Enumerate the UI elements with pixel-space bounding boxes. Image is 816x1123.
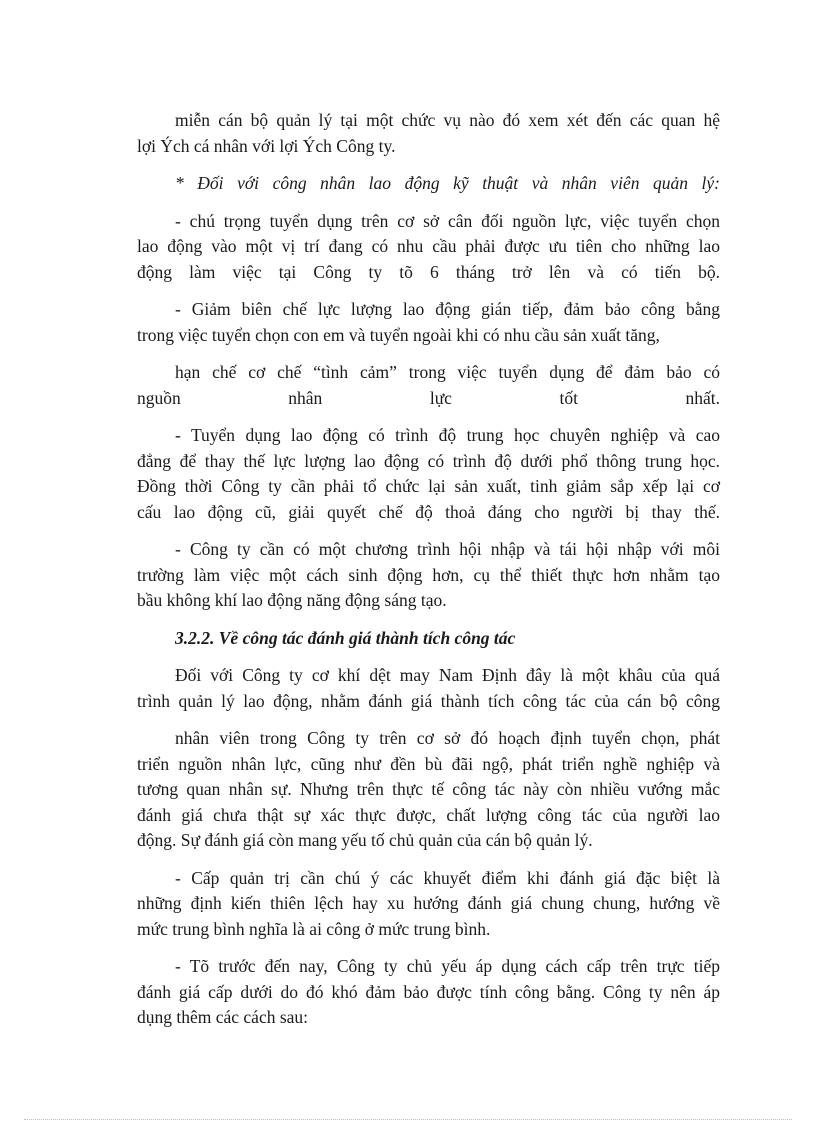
- paragraph-3: [137, 209, 720, 286]
- text-line: - Tuyển dụng lao động có trình độ trung học chuyên nghiệp và cao: [175, 425, 720, 445]
- text-line: cấu lao động cũ, giải quyết chế độ thoả đáng cho người bị thay thế.: [137, 501, 720, 522]
- text-line: đánh giá cấp dưới do đó khó đảm bảo được tính công bằng. Công ty nên áp: [137, 981, 720, 1002]
- paragraph-1: [137, 108, 720, 159]
- text-line: nhân viên trong Công ty trên cơ sở đó hoạch định tuyển chọn, phát: [175, 728, 720, 748]
- text-line: nguồn nhân lực tốt nhất.: [137, 387, 720, 408]
- text-line: lợi Ých cá nhân với lợi Ých Công ty.: [137, 135, 396, 156]
- text-line: động làm việc tại Công ty tõ 6 tháng trở lên và có tiến bộ.: [137, 261, 720, 282]
- paragraph-8: [137, 663, 720, 714]
- paragraph-7: [137, 537, 720, 614]
- text-line: đẳng để thay thế lực lượng lao động có trình độ dưới phổ thông trung học.: [137, 450, 720, 471]
- text-line: miễn cán bộ quản lý tại một chức vụ nào đó xem xét đến các quan hệ: [175, 110, 720, 130]
- text-line: bầu không khí lao động năng động sáng tạo.: [137, 590, 447, 610]
- text-line: mức trung bình nghĩa là ai công ở mức trung bình.: [137, 918, 491, 939]
- text-line: dụng thêm các cách sau:: [137, 1007, 309, 1027]
- page-bottom-divider: [24, 1119, 792, 1120]
- paragraph-6: [137, 423, 720, 525]
- text-line: tương quan nhân sự. Nhưng trên thực tế công tác này còn nhiều vướng mắc: [137, 779, 720, 799]
- section-title: 3.2.2. Về công tác đánh giá thành tích công tác: [175, 627, 516, 648]
- text-line: - chú trọng tuyển dụng trên cơ sở cân đối nguồn lực, việc tuyển chọn: [175, 210, 720, 231]
- paragraph-11: [137, 954, 720, 1031]
- text-line: Đối với Công ty cơ khí dệt may Nam Định đây là một khâu của quá: [175, 665, 720, 685]
- text-line: triển nguồn nhân lực, cũng như đền bù đãi ngộ, phát triển nghề nghiệp và: [137, 753, 720, 774]
- text-line: * Đối với công nhân lao động kỹ thuật và nhân viên quản lý:: [175, 173, 720, 193]
- paragraph-5: [137, 360, 720, 411]
- paragraph-10: [137, 866, 720, 943]
- section-heading: [137, 626, 720, 652]
- text-line: - Công ty cần có một chương trình hội nhập và tái hội nhập với môi: [175, 539, 720, 559]
- document-body: [137, 108, 720, 1043]
- text-line: những định kiến thiên lệch hay xu hướng đánh giá chung chung, hướng về: [137, 893, 720, 913]
- paragraph-9: [137, 726, 720, 854]
- text-line: trong việc tuyển chọn con em và tuyển ngoài khi có nhu cầu sản xuất tăng,: [137, 324, 660, 345]
- text-line: lao động vào một vị trí đang có nhu cầu phải được ưu tiên cho những lao: [137, 236, 720, 256]
- paragraph-4: [137, 297, 720, 348]
- text-line: Đồng thời Công ty cần phải tổ chức lại sản xuất, tinh giảm sắp xếp lại cơ: [137, 476, 720, 496]
- text-line: - Cấp quản trị cần chú ý các khuyết điểm khi đánh giá đặc biệt là: [175, 867, 720, 888]
- text-line: đánh giá chưa thật sự xác thực được, chất lượng công tác của người lao: [137, 804, 720, 825]
- text-line: hạn chế cơ chế “tình cảm” trong việc tuyển dụng để đảm bảo có: [175, 362, 720, 382]
- text-line: động. Sự đánh giá còn mang yếu tố chủ quản của cán bộ quản lý.: [137, 830, 593, 850]
- text-line: - Giảm biên chế lực lượng lao động gián tiếp, đảm bảo công bằng: [175, 299, 720, 319]
- text-line: - Tõ trước đến nay, Công ty chủ yếu áp dụng cách cấp trên trực tiếp: [175, 956, 720, 976]
- text-line: trình quản lý lao động, nhằm đánh giá thành tích công tác của cán bộ công: [137, 690, 720, 711]
- text-line: trường làm việc một cách sinh động hơn, cụ thể thiết thực hơn nhằm tạo: [137, 564, 720, 585]
- paragraph-subheading: [137, 171, 720, 197]
